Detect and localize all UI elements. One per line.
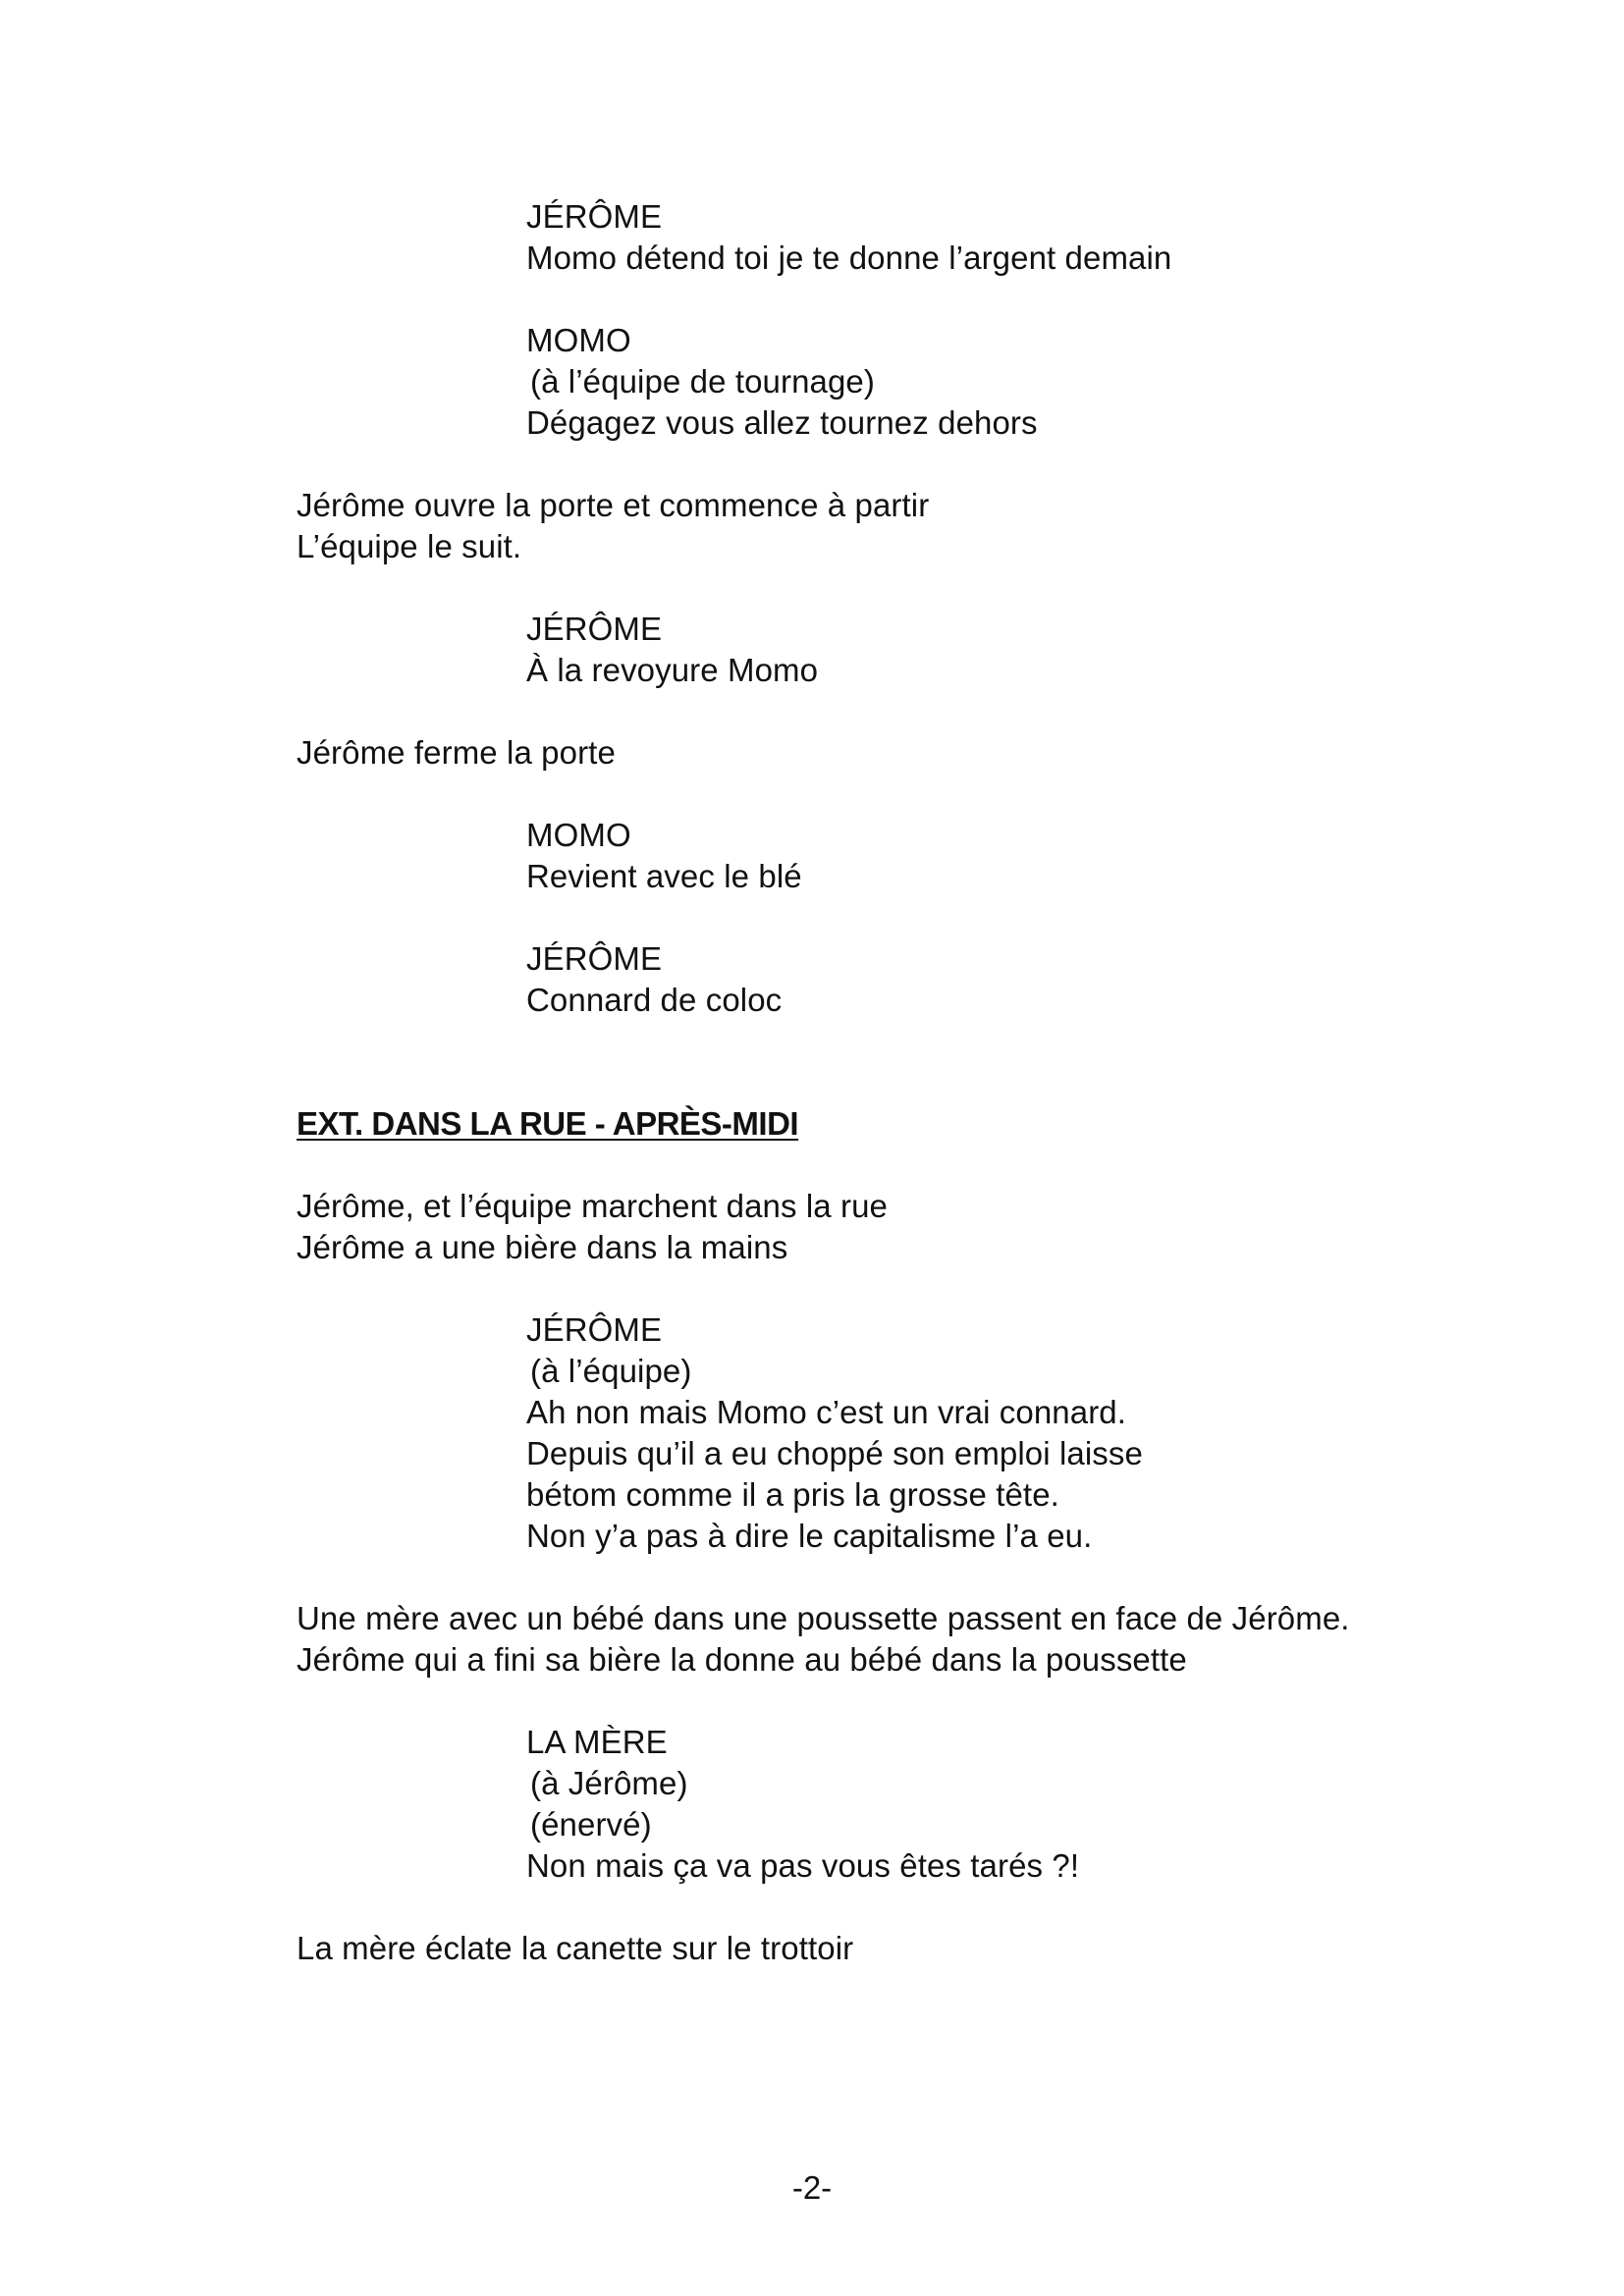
action-line: Jérôme qui a fini sa bière la donne au bébé dans la poussette	[297, 1641, 1187, 1678]
character-name: JÉRÔME	[526, 940, 663, 977]
character-name: JÉRÔME	[526, 611, 663, 647]
character-name: MOMO	[526, 322, 631, 358]
dialogue-line: bétom comme il a pris la grosse tête.	[526, 1476, 1059, 1513]
action-line: Jérôme ferme la porte	[297, 734, 616, 771]
page-number: -2-	[791, 2169, 833, 2206]
action-line: Jérôme ouvre la porte et commence à partir	[297, 487, 930, 523]
dialogue-line: Dégagez vous allez tournez dehors	[526, 404, 1038, 441]
parenthetical: (à l’équipe de tournage)	[530, 363, 875, 400]
character-name: LA MÈRE	[526, 1724, 668, 1760]
dialogue-line: Non y’a pas à dire le capitalisme l’a eu.	[526, 1518, 1093, 1554]
action-line: Jérôme a une bière dans la mains	[297, 1229, 788, 1265]
dialogue-line: À la revoyure Momo	[526, 652, 819, 688]
dialogue-line: Ah non mais Momo c’est un vrai connard.	[526, 1394, 1127, 1430]
dialogue-line: Non mais ça va pas vous êtes tarés ?!	[526, 1847, 1080, 1884]
scene-heading: EXT. DANS LA RUE - APRÈS-MIDI	[297, 1105, 799, 1142]
action-line: Jérôme, et l’équipe marchent dans la rue	[297, 1188, 888, 1224]
parenthetical: (à Jérôme)	[530, 1765, 688, 1801]
parenthetical: (à l’équipe)	[530, 1353, 692, 1389]
dialogue-line: Connard de coloc	[526, 982, 783, 1018]
parenthetical: (énervé)	[530, 1806, 652, 1842]
dialogue-line: Revient avec le blé	[526, 858, 802, 894]
character-name: JÉRÔME	[526, 198, 663, 235]
action-line: Une mère avec un bébé dans une poussette passent en face de Jérôme.	[297, 1600, 1350, 1636]
action-line: L’équipe le suit.	[297, 528, 522, 564]
character-name: JÉRÔME	[526, 1311, 663, 1348]
dialogue-line: Momo détend toi je te donne l’argent demain	[526, 240, 1172, 276]
dialogue-line: Depuis qu’il a eu choppé son emploi laisse	[526, 1435, 1143, 1471]
action-line: La mère éclate la canette sur le trottoir	[297, 1930, 854, 1966]
character-name: MOMO	[526, 817, 631, 853]
